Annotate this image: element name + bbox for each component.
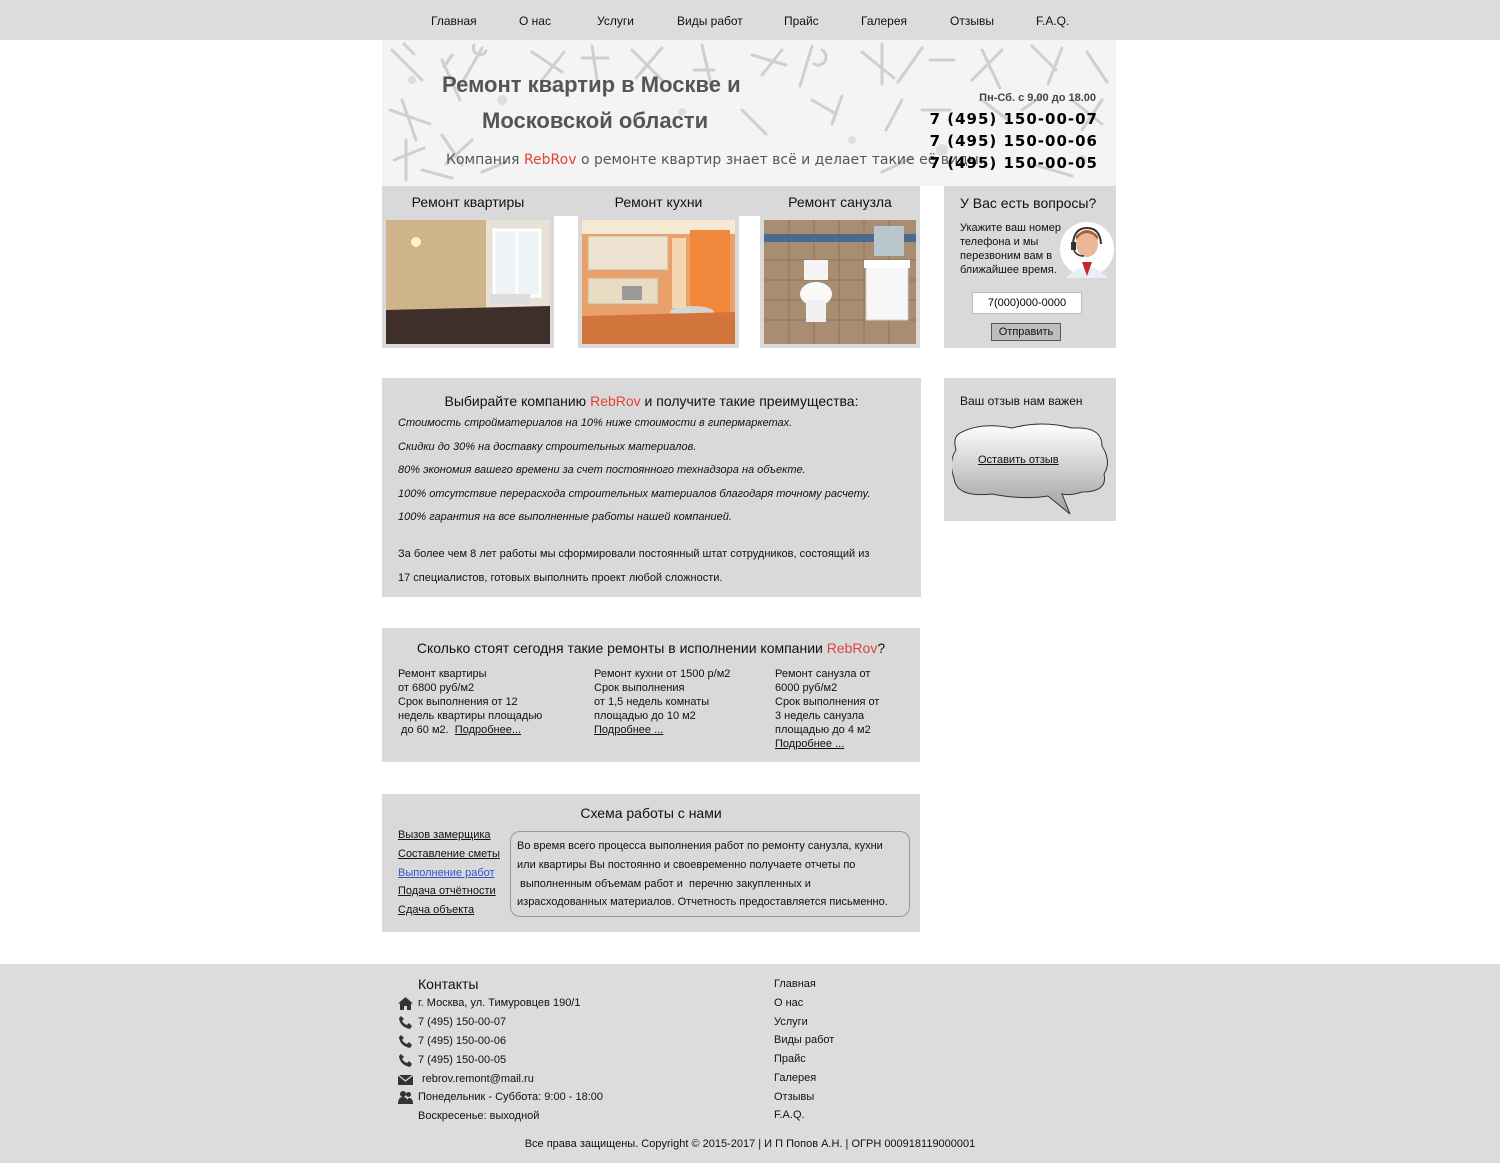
header-phone-2[interactable]: 7 (495) 150-00-06: [929, 132, 1098, 150]
price-line: площадью до 4 м2: [775, 724, 871, 736]
advantages-title-rest: и получите такие преимущества:: [640, 393, 859, 409]
price-line: Ремонт санузла от: [775, 668, 871, 680]
prices-title-rest: ?: [877, 640, 886, 656]
price-line: [775, 737, 879, 751]
home-icon: [398, 997, 413, 1010]
top-navigation: [0, 0, 1500, 40]
scheme-step-handover[interactable]: Сдача объекта: [398, 904, 475, 916]
site-header: [382, 40, 1116, 186]
footer-link-home[interactable]: Главная: [774, 978, 816, 990]
prices-title-text: Сколько стоят сегодня такие ремонты в исполнении компании: [416, 640, 827, 656]
callback-description: Укажите ваш номер телефона и мы перезвоним вам в ближайшее время.: [960, 222, 1061, 276]
header-title-line1: Ремонт квартир в Москве и: [442, 72, 741, 97]
advantage-item: Стоимость стройматериалов на 10% ниже стоимости в гипермаркетах.: [398, 417, 793, 429]
contact-address-text: г. Москва, ул. Тимуровцев 190/1: [418, 997, 581, 1009]
nav-home[interactable]: Главная: [431, 14, 477, 28]
price-line: от 6800 руб/м2: [398, 682, 475, 694]
advantage-item: 100% гарантия на все выполненные работы нашей компанией.: [398, 511, 732, 523]
header-subtitle-brand: RebRov: [523, 152, 577, 168]
site-footer: [0, 964, 1500, 1163]
nav-faq[interactable]: F.A.Q.: [1036, 14, 1070, 28]
nav-about[interactable]: О нас: [519, 14, 551, 28]
service-card-label: Ремонт квартиры: [411, 194, 525, 210]
price-line: 6000 руб/м2: [775, 682, 838, 694]
contact-email-text[interactable]: rebrov.remont@mail.ru: [422, 1073, 534, 1085]
footer-link-work-types[interactable]: Виды работ: [774, 1034, 835, 1046]
scheme-step-reporting[interactable]: Подача отчётности: [398, 885, 496, 897]
callback-form: [944, 186, 1116, 348]
review-title: Ваш отзыв нам важен: [960, 394, 1083, 408]
price-column-bathroom: [775, 667, 879, 751]
price-line: [398, 723, 542, 737]
staff-text-line2: 17 специалистов, готовых выполнить проект любой сложности.: [398, 572, 723, 584]
review-box: [944, 378, 1116, 521]
price-line: недель квартиры площадью: [398, 710, 543, 722]
prices-panel: [382, 628, 920, 762]
contacts-title: Контакты: [418, 976, 479, 992]
work-scheme-panel: [382, 794, 920, 932]
contact-hours-text: Понедельник - Суббота: 9:00 - 18:00: [418, 1091, 604, 1103]
footer-link-gallery[interactable]: Галерея: [774, 1072, 817, 1084]
prices-title: [382, 640, 920, 656]
advantages-panel: [382, 378, 921, 597]
scheme-description-line: выполненным объемам работ и перечню закупленных и: [517, 878, 811, 890]
contact-sunday-text: Воскресенье: выходной: [418, 1110, 540, 1122]
footer-link-faq[interactable]: F.A.Q.: [774, 1109, 805, 1121]
more-link-apartment[interactable]: Подробнее...: [454, 724, 522, 736]
more-link-kitchen[interactable]: Подробнее ...: [594, 724, 664, 736]
advantages-title-text: Выбирайте компанию: [444, 393, 591, 409]
callback-phone-input[interactable]: [972, 292, 1082, 314]
scheme-title: Схема работы с нами: [580, 805, 722, 821]
service-card-bathroom[interactable]: [760, 186, 920, 348]
bathroom-photo: [764, 220, 916, 344]
service-card-label: Ремонт санузла: [788, 194, 892, 210]
scheme-description-line: или квартиры Вы постоянно и своевременно получаете отчеты по: [517, 859, 856, 871]
scheme-step-measure[interactable]: Вызов замерщика: [398, 829, 491, 841]
service-card-kitchen[interactable]: [578, 186, 739, 348]
operator-avatar-icon: [1060, 220, 1114, 278]
price-line: от 1,5 недель комнаты: [594, 696, 710, 708]
kitchen-photo: [582, 220, 735, 344]
header-phone-3[interactable]: 7 (495) 150-00-05: [929, 154, 1098, 172]
scheme-step-estimate[interactable]: Составление сметы: [398, 848, 500, 860]
price-line: Срок выполнения от: [775, 696, 880, 708]
footer-link-about[interactable]: О нас: [774, 997, 804, 1009]
phone-icon: [398, 1035, 413, 1048]
advantage-item: 80% экономия вашего времени за счет постоянного технадзора на объекте.: [398, 464, 806, 476]
price-line: площадью до 10 м2: [594, 710, 696, 722]
header-subtitle-text: Компания: [446, 152, 524, 168]
price-line-text: до 60 м2.: [398, 724, 455, 736]
prices-title-brand: RebRov: [826, 640, 878, 656]
phone-icon: [398, 1054, 413, 1067]
price-line: Ремонт квартиры: [398, 668, 487, 680]
scheme-step-execution[interactable]: Выполнение работ: [398, 867, 495, 879]
contact-phone-text[interactable]: 7 (495) 150-00-07: [418, 1016, 507, 1028]
price-line: 3 недель санузла: [775, 710, 865, 722]
staff-text-line1: За более чем 8 лет работы мы сформировали постоянный штат сотрудников, состоящий из: [398, 548, 870, 560]
advantage-item: 100% отсутствие перерасхода строительных материалов благодаря точному расчету.: [398, 488, 871, 500]
footer-link-services[interactable]: Услуги: [774, 1016, 808, 1028]
service-card-label: Ремонт кухни: [614, 194, 703, 210]
nav-gallery[interactable]: Галерея: [861, 14, 908, 28]
header-subtitle: [446, 152, 984, 168]
scheme-description-line: Во время всего процесса выполнения работ по ремонту санузла, кухни: [517, 840, 883, 852]
callback-title: У Вас есть вопросы?: [960, 195, 1097, 211]
price-column-kitchen: [594, 667, 730, 737]
advantages-title-brand: RebRov: [590, 393, 641, 409]
scheme-description-line: израсходованных материалов. Отчетность предоставляется письменно.: [517, 896, 888, 908]
mail-icon: [398, 1073, 413, 1086]
copyright-text: Все права защищены. Copyright © 2015-2017 | И П Попов А.Н. | ОГРН 000918119000001: [524, 1138, 976, 1150]
footer-link-reviews[interactable]: Отзывы: [774, 1091, 815, 1103]
header-working-hours: Пн-Сб. с 9.00 до 18.00: [979, 92, 1096, 104]
price-line: [594, 723, 730, 737]
contact-phone-text[interactable]: 7 (495) 150-00-06: [418, 1035, 507, 1047]
footer-link-prices[interactable]: Прайс: [774, 1053, 806, 1065]
advantage-item: Скидки до 30% на доставку строительных материалов.: [398, 441, 697, 453]
contact-phone-text[interactable]: 7 (495) 150-00-05: [418, 1054, 507, 1066]
service-card-apartment[interactable]: [382, 186, 554, 348]
leave-review-link[interactable]: Оставить отзыв: [978, 454, 1059, 466]
phone-icon: [398, 1016, 413, 1029]
header-title-line2: Московской области: [482, 108, 709, 133]
apartment-photo: [386, 220, 550, 344]
price-line: Ремонт кухни от 1500 р/м2: [594, 668, 731, 680]
header-phone-1[interactable]: 7 (495) 150-00-07: [929, 110, 1098, 128]
callback-submit-button[interactable]: Отправить: [991, 323, 1061, 341]
speech-bubble-icon: [952, 422, 1110, 516]
nav-work-types[interactable]: Виды работ: [677, 14, 743, 28]
nav-prices[interactable]: Прайс: [784, 14, 819, 28]
nav-services[interactable]: Услуги: [597, 14, 634, 28]
more-link-bathroom[interactable]: Подробнее ...: [775, 738, 845, 750]
nav-reviews[interactable]: Отзывы: [950, 14, 994, 28]
price-line: Срок выполнения от 12: [398, 696, 518, 708]
header-subtitle-rest: о ремонте квартир знает всё и делает такие её виды:: [576, 152, 984, 168]
users-icon: [398, 1091, 413, 1104]
price-column-apartment: [398, 667, 542, 737]
price-line: Срок выполнения: [594, 682, 685, 694]
advantages-title: [382, 393, 921, 409]
scheme-description-box: [510, 831, 910, 917]
